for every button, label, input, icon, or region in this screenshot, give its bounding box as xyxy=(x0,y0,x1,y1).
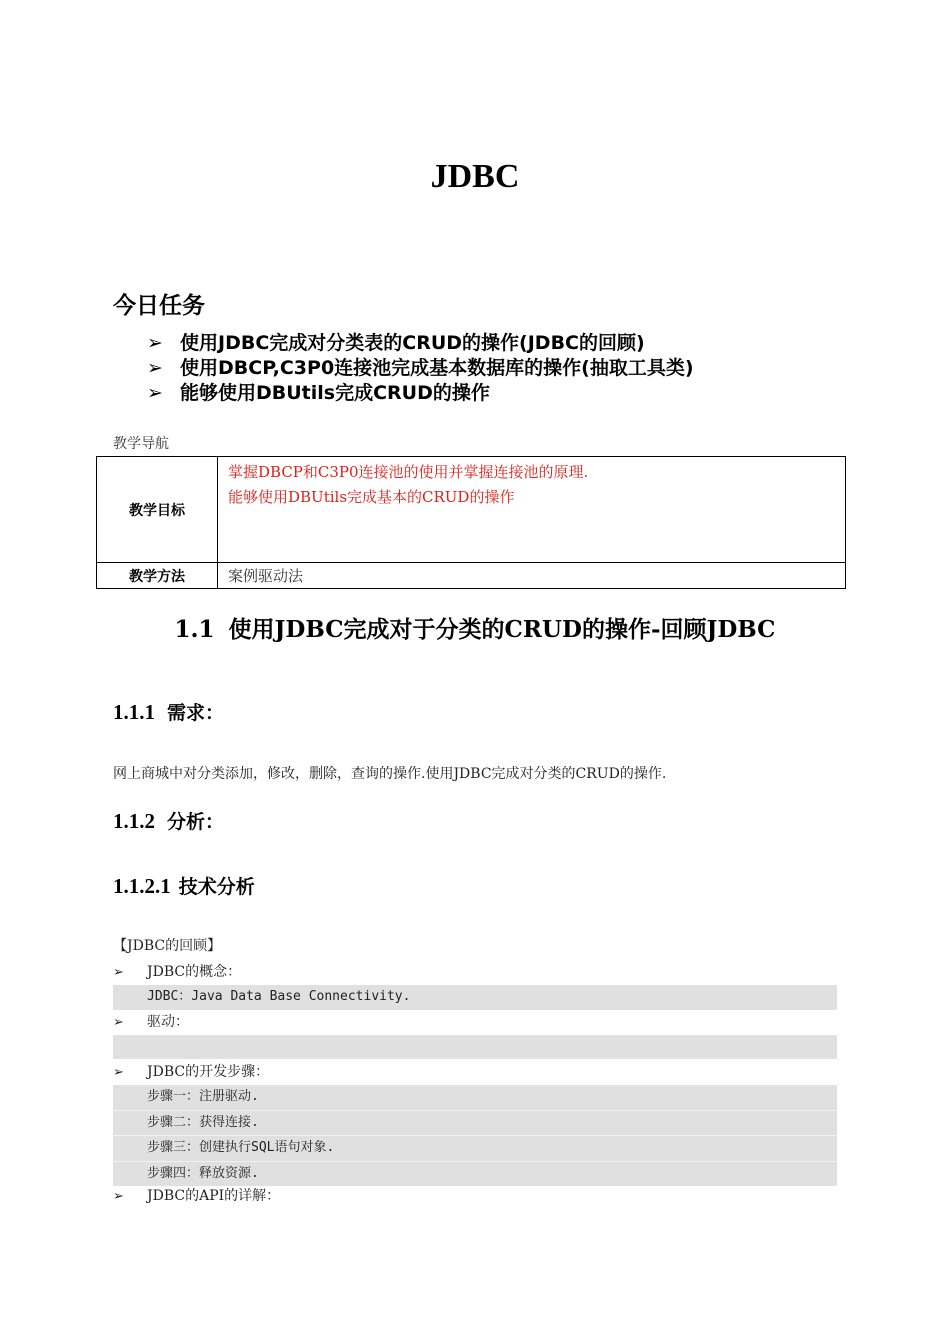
driver-code-block xyxy=(113,1035,837,1059)
task-list xyxy=(147,331,694,406)
goal-content xyxy=(218,457,846,563)
goal-row xyxy=(97,457,846,563)
section-1-1-2-1-heading: 1.1.2.1 技术分析 xyxy=(113,874,255,898)
step-line: 步骤一：注册驱动. xyxy=(147,1089,259,1104)
arrow-bullet-icon: ➢ xyxy=(113,1015,124,1030)
arrow-bullet-icon: ➢ xyxy=(113,1189,124,1204)
section-1-1-heading: 1.1 使用JDBC完成对于分类的CRUD的操作-回顾JDBC xyxy=(174,616,776,643)
goal-line: 能够使用DBUtils完成基本的CRUD的操作 xyxy=(228,488,515,506)
task-item: ➢ 使用JDBC完成对分类表的CRUD的操作(JDBC的回顾) xyxy=(147,332,645,354)
goal-line: 掌握DBCP和C3P0连接池的使用并掌握连接池的原理. xyxy=(228,463,589,481)
bullet-concept: ➢ JDBC的概念： xyxy=(113,960,241,984)
requirement-text: 网上商城中对分类添加，修改，删除，查询的操作.使用JDBC完成对分类的CRUD的操作. xyxy=(113,766,667,782)
step-line: 步骤二：获得连接. xyxy=(113,1110,837,1136)
arrow-bullet-icon: ➢ xyxy=(147,357,163,379)
arrow-bullet-icon: ➢ xyxy=(113,1065,124,1080)
method-label: 教学方法 xyxy=(97,563,218,589)
task-item: ➢ 使用DBCP,C3P0连接池完成基本数据库的操作(抽取工具类) xyxy=(147,357,694,379)
step-line: 步骤四：释放资源. xyxy=(113,1161,837,1187)
arrow-bullet-icon: ➢ xyxy=(147,382,163,404)
arrow-bullet-icon: ➢ xyxy=(147,332,163,354)
teaching-nav-caption: 教学导航 xyxy=(113,436,169,452)
task-item: ➢ 能够使用DBUtils完成CRUD的操作 xyxy=(147,382,490,404)
goal-label: 教学目标 xyxy=(97,457,218,563)
concept-code-block xyxy=(113,985,837,1010)
bullet-driver: ➢ 驱动： xyxy=(113,1010,189,1034)
section-1-1-1-heading: 1.1.1 需求： xyxy=(113,700,225,724)
teaching-goal-table xyxy=(96,456,846,589)
jdbc-review-title: 【JDBC的回顾】 xyxy=(113,938,222,954)
steps-code-block xyxy=(113,1085,837,1186)
method-value: 案例驱动法 xyxy=(218,563,846,589)
bullet-steps: ➢ JDBC的开发步骤： xyxy=(113,1060,269,1084)
section-1-1-2-heading: 1.1.2 分析： xyxy=(113,809,225,833)
arrow-bullet-icon: ➢ xyxy=(113,965,124,980)
bullet-api: ➢ JDBC的API的详解： xyxy=(113,1184,280,1208)
step-line: 步骤三：创建执行SQL语句对象. xyxy=(113,1135,837,1161)
document-title: JDBC xyxy=(430,158,520,195)
code-line: JDBC：Java Data Base Connectivity. xyxy=(147,989,411,1004)
today-tasks-heading: 今日任务 xyxy=(113,293,205,319)
method-row xyxy=(97,563,846,589)
